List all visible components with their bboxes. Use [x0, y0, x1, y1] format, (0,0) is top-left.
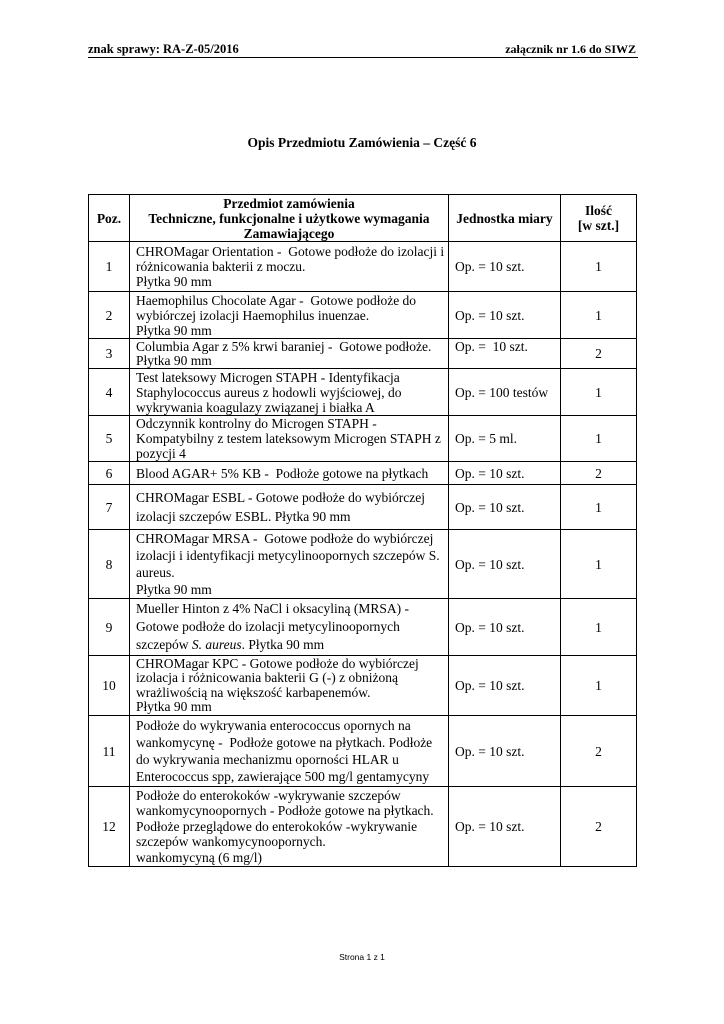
item-description	[130, 787, 449, 867]
table-row	[89, 716, 637, 787]
column-header-subject-line: Zamawiającego	[243, 225, 335, 241]
specification-table	[88, 194, 637, 867]
description-line: Płytka 90 mm	[136, 322, 212, 338]
description-line: pozycji 4	[136, 446, 186, 461]
table-row	[89, 530, 637, 599]
item-description	[130, 416, 449, 462]
description-line: Staphylococcus aureus z hodowli wyjściowej, do	[136, 384, 402, 400]
description-line: CHROMagar Orientation - Gotowe podłoże do izolacji i	[136, 244, 445, 259]
description-line: izolacji i identyfikacji metycylinoopornych szczepów S.	[136, 548, 440, 563]
description-line: Podłoże przeglądowe do enterokoków -wykrywanie	[136, 818, 418, 834]
position-number: 2	[89, 292, 130, 339]
description-line: Płytka 90 mm	[136, 274, 212, 289]
quantity: 1	[561, 369, 637, 416]
quantity: 1	[561, 292, 637, 339]
table-row	[89, 485, 637, 530]
quantity: 2	[561, 716, 637, 787]
column-header-unit: Jednostka miary	[449, 195, 561, 242]
position-number: 3	[89, 339, 130, 369]
quantity: 2	[561, 339, 637, 369]
table-header-row	[89, 195, 637, 242]
description-line: Płytka 90 mm	[136, 352, 212, 368]
column-header-quantity	[561, 195, 637, 242]
description-line: izolacji szczepów ESBL. Płytka 90 mm	[136, 509, 351, 524]
table-row	[89, 599, 637, 656]
case-number: znak sprawy: RA-Z-05/2016	[88, 42, 239, 56]
position-number: 10	[89, 656, 130, 716]
description-line: Haemophilus Chocolate Agar - Gotowe podłoże do	[136, 292, 417, 308]
description-line: wrażliwością na większość karbapenemów.	[136, 684, 371, 700]
table-row	[89, 787, 637, 867]
item-description	[130, 716, 449, 787]
column-header-quantity-line: Ilość	[585, 203, 612, 218]
description-line: Blood AGAR+ 5% KB - Podłoże gotowe na płytkach	[136, 465, 429, 481]
description-line: Mueller Hinton z 4% NaCl i oksacyliną (MRSA) -	[136, 601, 409, 616]
description-line: Odczynnik kontrolny do Microgen STAPH -	[136, 416, 377, 431]
column-header-subject-line: Techniczne, funkcjonalne i użytkowe wymagania	[148, 210, 430, 226]
position-number: 8	[89, 530, 130, 599]
description-line: Test lateksowy Microgen STAPH - Identyfikacja	[136, 369, 400, 385]
position-number: 5	[89, 416, 130, 462]
unit-of-measure: Op. = 100 testów	[449, 369, 561, 416]
table-row	[89, 416, 637, 462]
description-line: aureus.	[136, 565, 175, 580]
position-number: 12	[89, 787, 130, 867]
description-line: Podłoże do wykrywania enterococcus opornych na	[136, 718, 411, 733]
description-line: izolacja i różnicowania bakterii G (-) z obniżoną	[136, 670, 399, 685]
unit-of-measure: Op. = 10 szt.	[449, 242, 561, 292]
description-text: . Płytka 90 mm	[241, 637, 325, 652]
unit-of-measure: Op. = 10 szt.	[449, 339, 561, 369]
column-header-quantity-line: [w szt.]	[577, 218, 620, 233]
position-number: 1	[89, 242, 130, 292]
quantity: 1	[561, 530, 637, 599]
unit-of-measure: Op. = 10 szt.	[449, 292, 561, 339]
quantity: 1	[561, 242, 637, 292]
column-header-subject-line: Przedmiot zamówienia	[223, 195, 355, 211]
unit-of-measure: Op. = 10 szt.	[449, 716, 561, 787]
description-line: wankomycynoopornych - Podłoże gotowe na płytkach.	[136, 803, 434, 819]
table-row	[89, 656, 637, 716]
description-line: szczepów wankomycynoopornych.	[136, 834, 326, 850]
quantity: 1	[561, 416, 637, 462]
attachment-label: załącznik nr 1.6 do SIWZ	[505, 42, 636, 56]
description-line: CHROMagar ESBL - Gotowe podłoże do wybiórczej	[136, 490, 425, 505]
position-number: 7	[89, 485, 130, 530]
description-line: Podłoże do enterokoków -wykrywanie szczepów	[136, 787, 401, 803]
table-row	[89, 369, 637, 416]
description-line: Gotowe podłoże do izolacji metycylinoopornych	[136, 619, 400, 634]
description-line: Płytka 90 mm	[136, 699, 212, 714]
description-line: różnicowania bakterii z moczu.	[136, 259, 306, 274]
description-line: do wykrywania mechanizmu oporności HLAR u	[136, 752, 399, 767]
quantity: 2	[561, 787, 637, 867]
description-text: szczepów	[136, 637, 192, 652]
unit-of-measure: Op. = 10 szt.	[449, 599, 561, 656]
column-header-subject	[130, 195, 449, 242]
unit-of-measure: Op. = 10 szt.	[449, 787, 561, 867]
position-number: 6	[89, 462, 130, 485]
description-line: Enterococcus spp, zawierające 500 mg/l gentamycyny	[136, 769, 430, 784]
description-line: CHROMagar KPC - Gotowe podłoże do wybiórczej	[136, 655, 419, 671]
position-number: 4	[89, 369, 130, 416]
description-line: Płytka 90 mm	[136, 582, 212, 597]
description-line: CHROMagar MRSA - Gotowe podłoże do wybiórczej	[136, 531, 434, 546]
unit-of-measure: Op. = 5 ml.	[449, 416, 561, 462]
item-description	[130, 485, 449, 530]
item-description	[130, 462, 449, 485]
header-divider	[88, 57, 638, 58]
position-number: 9	[89, 599, 130, 656]
unit-of-measure: Op. = 10 szt.	[449, 530, 561, 599]
column-header-position: Poz.	[89, 195, 130, 242]
quantity: 1	[561, 656, 637, 716]
description-line: wybiórczej izolacji Haemophilus inuenzae.	[136, 307, 370, 323]
item-description	[130, 242, 449, 292]
unit-of-measure: Op. = 10 szt.	[449, 462, 561, 485]
table-row	[89, 339, 637, 369]
quantity: 1	[561, 485, 637, 530]
item-description	[130, 530, 449, 599]
quantity: 1	[561, 599, 637, 656]
item-description	[130, 369, 449, 416]
unit-of-measure: Op. = 10 szt.	[449, 656, 561, 716]
description-line: Columbia Agar z 5% krwi baraniej - Gotowe podłoże.	[136, 338, 432, 354]
unit-of-measure: Op. = 10 szt.	[449, 485, 561, 530]
table-row	[89, 292, 637, 339]
description-line: wankomycyną (6 mg/l)	[136, 849, 262, 865]
table-row	[89, 462, 637, 485]
table-row	[89, 242, 637, 292]
item-description	[130, 599, 449, 656]
page-number: Strona 1 z 1	[339, 952, 385, 962]
page-title: Opis Przedmiotu Zamówienia – Część 6	[247, 135, 477, 150]
item-description	[130, 656, 449, 716]
item-description	[130, 339, 449, 369]
description-line: wankomycynę - Podłoże gotowe na płytkach. Podłoże	[136, 735, 433, 750]
description-line	[136, 636, 442, 654]
species-name-italic: S. aureus	[191, 637, 242, 652]
position-number: 11	[89, 716, 130, 787]
quantity: 2	[561, 462, 637, 485]
description-line: wykrywania koagulazy związanej i białka A	[136, 399, 375, 415]
description-line: Kompatybilny z testem lateksowym Microgen STAPH z	[136, 431, 441, 446]
item-description	[130, 292, 449, 339]
